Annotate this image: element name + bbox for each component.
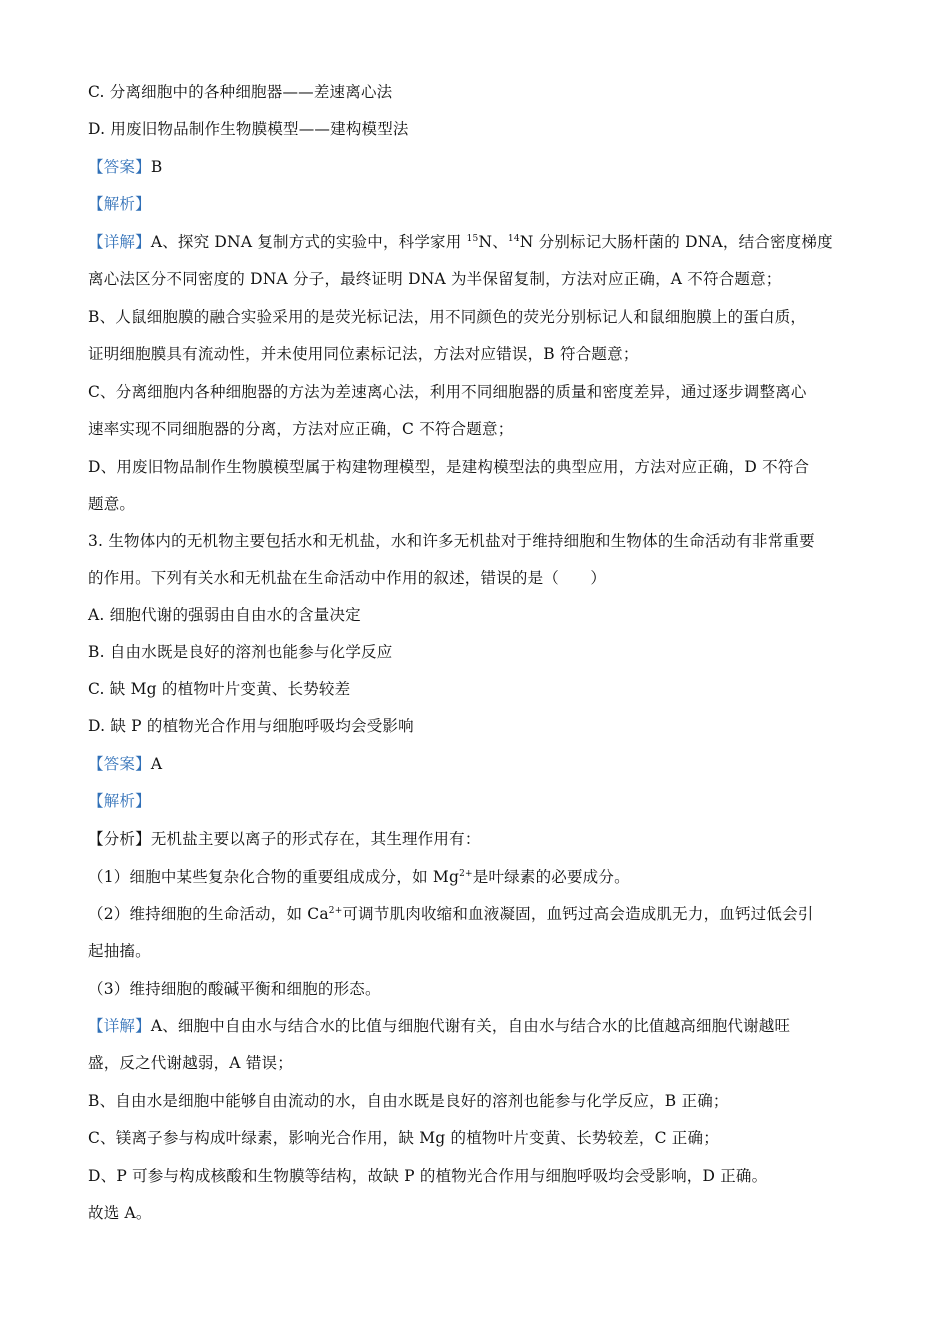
detail-text: N 分别标记大肠杆菌的 DNA，结合密度梯度 [519, 233, 833, 251]
q2-answer-line [88, 155, 868, 179]
q3-analysis-tag [88, 789, 868, 813]
superscript: 2+ [328, 906, 343, 916]
q2-option-d: D. 用废旧物品制作生物膜模型——建构模型法 [88, 120, 409, 138]
superscript: 2+ [459, 869, 473, 879]
superscript: 14 [507, 234, 520, 244]
detail-tag: 【详解】 [88, 1017, 151, 1035]
answer-tag: 【答案】 [88, 755, 151, 773]
answer-value: A [150, 755, 163, 773]
q2-detail-c-line2: 速率实现不同细胞器的分离，方法对应正确，C 不符合题意； [88, 420, 514, 438]
point-text: 可调节肌肉收缩和血液凝固，血钙过高会造成肌无力，血钙过低会引 [342, 905, 814, 923]
analysis-sub-tag: 【分析】 [88, 830, 151, 848]
q2-detail-d-line1: D、用废旧物品制作生物膜模型属于构建物理模型，是建构模型法的典型应用，方法对应正确，D 不符合 [88, 458, 810, 476]
q3-detail-d: D、P 可参与构成核酸和生物膜等结构，故缺 P 的植物光合作用与细胞呼吸均会受影响，D 正确。 [88, 1167, 768, 1185]
detail-text: A、探究 DNA 复制方式的实验中，科学家用 [150, 233, 467, 251]
point-text: （2）维持细胞的生命活动，如 Ca [88, 905, 329, 923]
q3-stem-line2: 的作用。下列有关水和无机盐在生命活动中作用的叙述，错误的是（ ） [88, 569, 607, 587]
analysis-tag: 【解析】 [88, 195, 151, 213]
q2-detail-b-line1: B、人鼠细胞膜的融合实验采用的是荧光标记法，用不同颜色的荧光分别标记人和鼠细胞膜上的蛋白质， [88, 308, 807, 326]
q3-option-b: B. 自由水既是良好的溶剂也能参与化学反应 [88, 643, 393, 661]
q2-detail-a-line1 [88, 230, 868, 254]
q3-option-d: D. 缺 P 的植物光合作用与细胞呼吸均会受影响 [88, 717, 414, 735]
answer-value: B [150, 158, 163, 176]
q3-detail-a-line2: 盛，反之代谢越弱，A 错误； [88, 1054, 293, 1072]
q3-analysis-intro [88, 827, 868, 851]
q3-detail-c: C、镁离子参与构成叶绿素，影响光合作用，缺 Mg 的植物叶片变黄、长势较差，C 正确； [88, 1129, 719, 1147]
q2-detail-d-line2: 题意。 [88, 495, 136, 513]
answer-tag: 【答案】 [88, 158, 151, 176]
q2-option-c: C. 分离细胞中的各种细胞器——差速离心法 [88, 83, 393, 101]
q3-detail-a-line1 [88, 1014, 868, 1038]
q3-option-a: A. 细胞代谢的强弱由自由水的含量决定 [88, 606, 361, 624]
q2-detail-c-line1: C、分离细胞内各种细胞器的方法为差速离心法，利用不同细胞器的质量和密度差异，通过逐步调整离心 [88, 383, 807, 401]
q3-conclusion: 故选 A。 [88, 1204, 152, 1222]
q3-stem-line1: 3. 生物体内的无机物主要包括水和无机盐，水和许多无机盐对于维持细胞和生物体的生命活动有非常重要 [88, 532, 815, 550]
detail-tag: 【详解】 [88, 233, 151, 251]
q3-point-2-line2: 起抽搐。 [88, 942, 151, 960]
point-text: 是叶绿素的必要成分。 [472, 868, 630, 886]
q3-answer-line [88, 752, 868, 776]
q2-detail-b-line2: 证明细胞膜具有流动性，并未使用同位素标记法，方法对应错误，B 符合题意； [88, 345, 639, 363]
q3-point-3: （3）维持细胞的酸碱平衡和细胞的形态。 [88, 980, 381, 998]
point-text: （1）细胞中某些复杂化合物的重要组成成分，如 Mg [88, 868, 460, 886]
analysis-tag: 【解析】 [88, 792, 151, 810]
q3-option-c: C. 缺 Mg 的植物叶片变黄、长势较差 [88, 680, 351, 698]
detail-text: N、 [478, 233, 508, 251]
q2-detail-a-line2: 离心法区分不同密度的 DNA 分子，最终证明 DNA 为半保留复制，方法对应正确，A 不符合题意； [88, 270, 782, 288]
q2-analysis-tag [88, 192, 868, 216]
q3-point-2-line1 [88, 902, 868, 926]
analysis-intro-text: 无机盐主要以离子的形式存在，其生理作用有： [150, 830, 481, 848]
q3-point-1 [88, 865, 868, 889]
detail-text: A、细胞中自由水与结合水的比值与细胞代谢有关，自由水与结合水的比值越高细胞代谢越旺 [150, 1017, 791, 1035]
q3-detail-b: B、自由水是细胞中能够自由流动的水，自由水既是良好的溶剂也能参与化学反应，B 正确； [88, 1092, 729, 1110]
superscript: 15 [466, 234, 479, 244]
